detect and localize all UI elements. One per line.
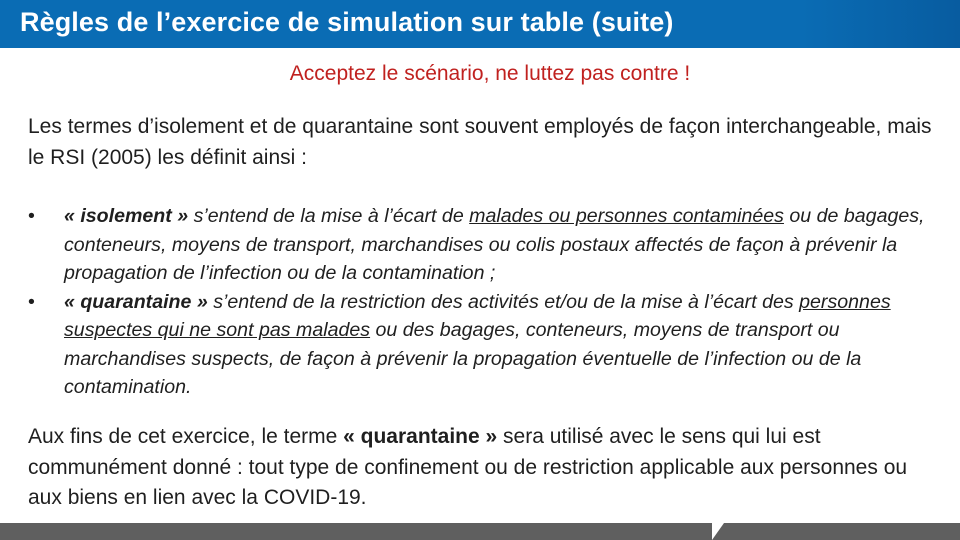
- underlined-text: malades ou personnes contaminées: [469, 205, 784, 227]
- definition-isolement: [28, 202, 953, 288]
- term-isolement: « isolement »: [64, 205, 189, 227]
- slide-title: Règles de l’exercice de simulation sur table (suite): [20, 7, 674, 37]
- bullet-icon: •: [28, 290, 35, 313]
- intro-paragraph: Les termes d’isolement et de quarantaine sont souvent employés de façon interchangeable, mais le RSI (2005) les définit ainsi :: [28, 115, 932, 169]
- definition-text: s’entend de la restriction des activités et/ou de la mise à l’écart des: [207, 290, 800, 313]
- bottom-bar-notch: [712, 523, 724, 540]
- definition-text: ou de bagages, conteneurs, moyens de transport, marchandises ou colis postaux affectés de façon à prévenir la propagation de l’infection ou de la contamination ;: [64, 205, 925, 284]
- closing-term: « quarantaine »: [343, 425, 498, 448]
- closing-paragraph: [28, 422, 943, 514]
- slide-subtitle: Acceptez le scénario, ne luttez pas contre !: [289, 62, 691, 85]
- definition-text: ou des bagages, conteneurs, moyens de transport ou marchandises suspects, de façon à prévenir la propagation éventuelle de l’infection ou de la contamination.: [64, 319, 862, 398]
- title-bar: [0, 0, 960, 48]
- definition-text: s’entend de la mise à l’écart de: [188, 205, 470, 227]
- term-quarantaine: « quarantaine »: [64, 290, 208, 313]
- underlined-text: personnes suspectes qui ne sont pas malades: [64, 290, 891, 341]
- bottom-bar: [0, 523, 960, 540]
- definition-list: [28, 202, 953, 402]
- closing-text: sera utilisé avec le sens qui lui est communément donné : tout type de confinement ou de restriction applicable aux personnes ou aux biens en lien avec la COVID-19.: [28, 425, 908, 509]
- bullet-icon: •: [28, 205, 35, 227]
- definition-quarantaine: [28, 288, 953, 402]
- closing-text: Aux fins de cet exercice, le terme: [28, 425, 344, 448]
